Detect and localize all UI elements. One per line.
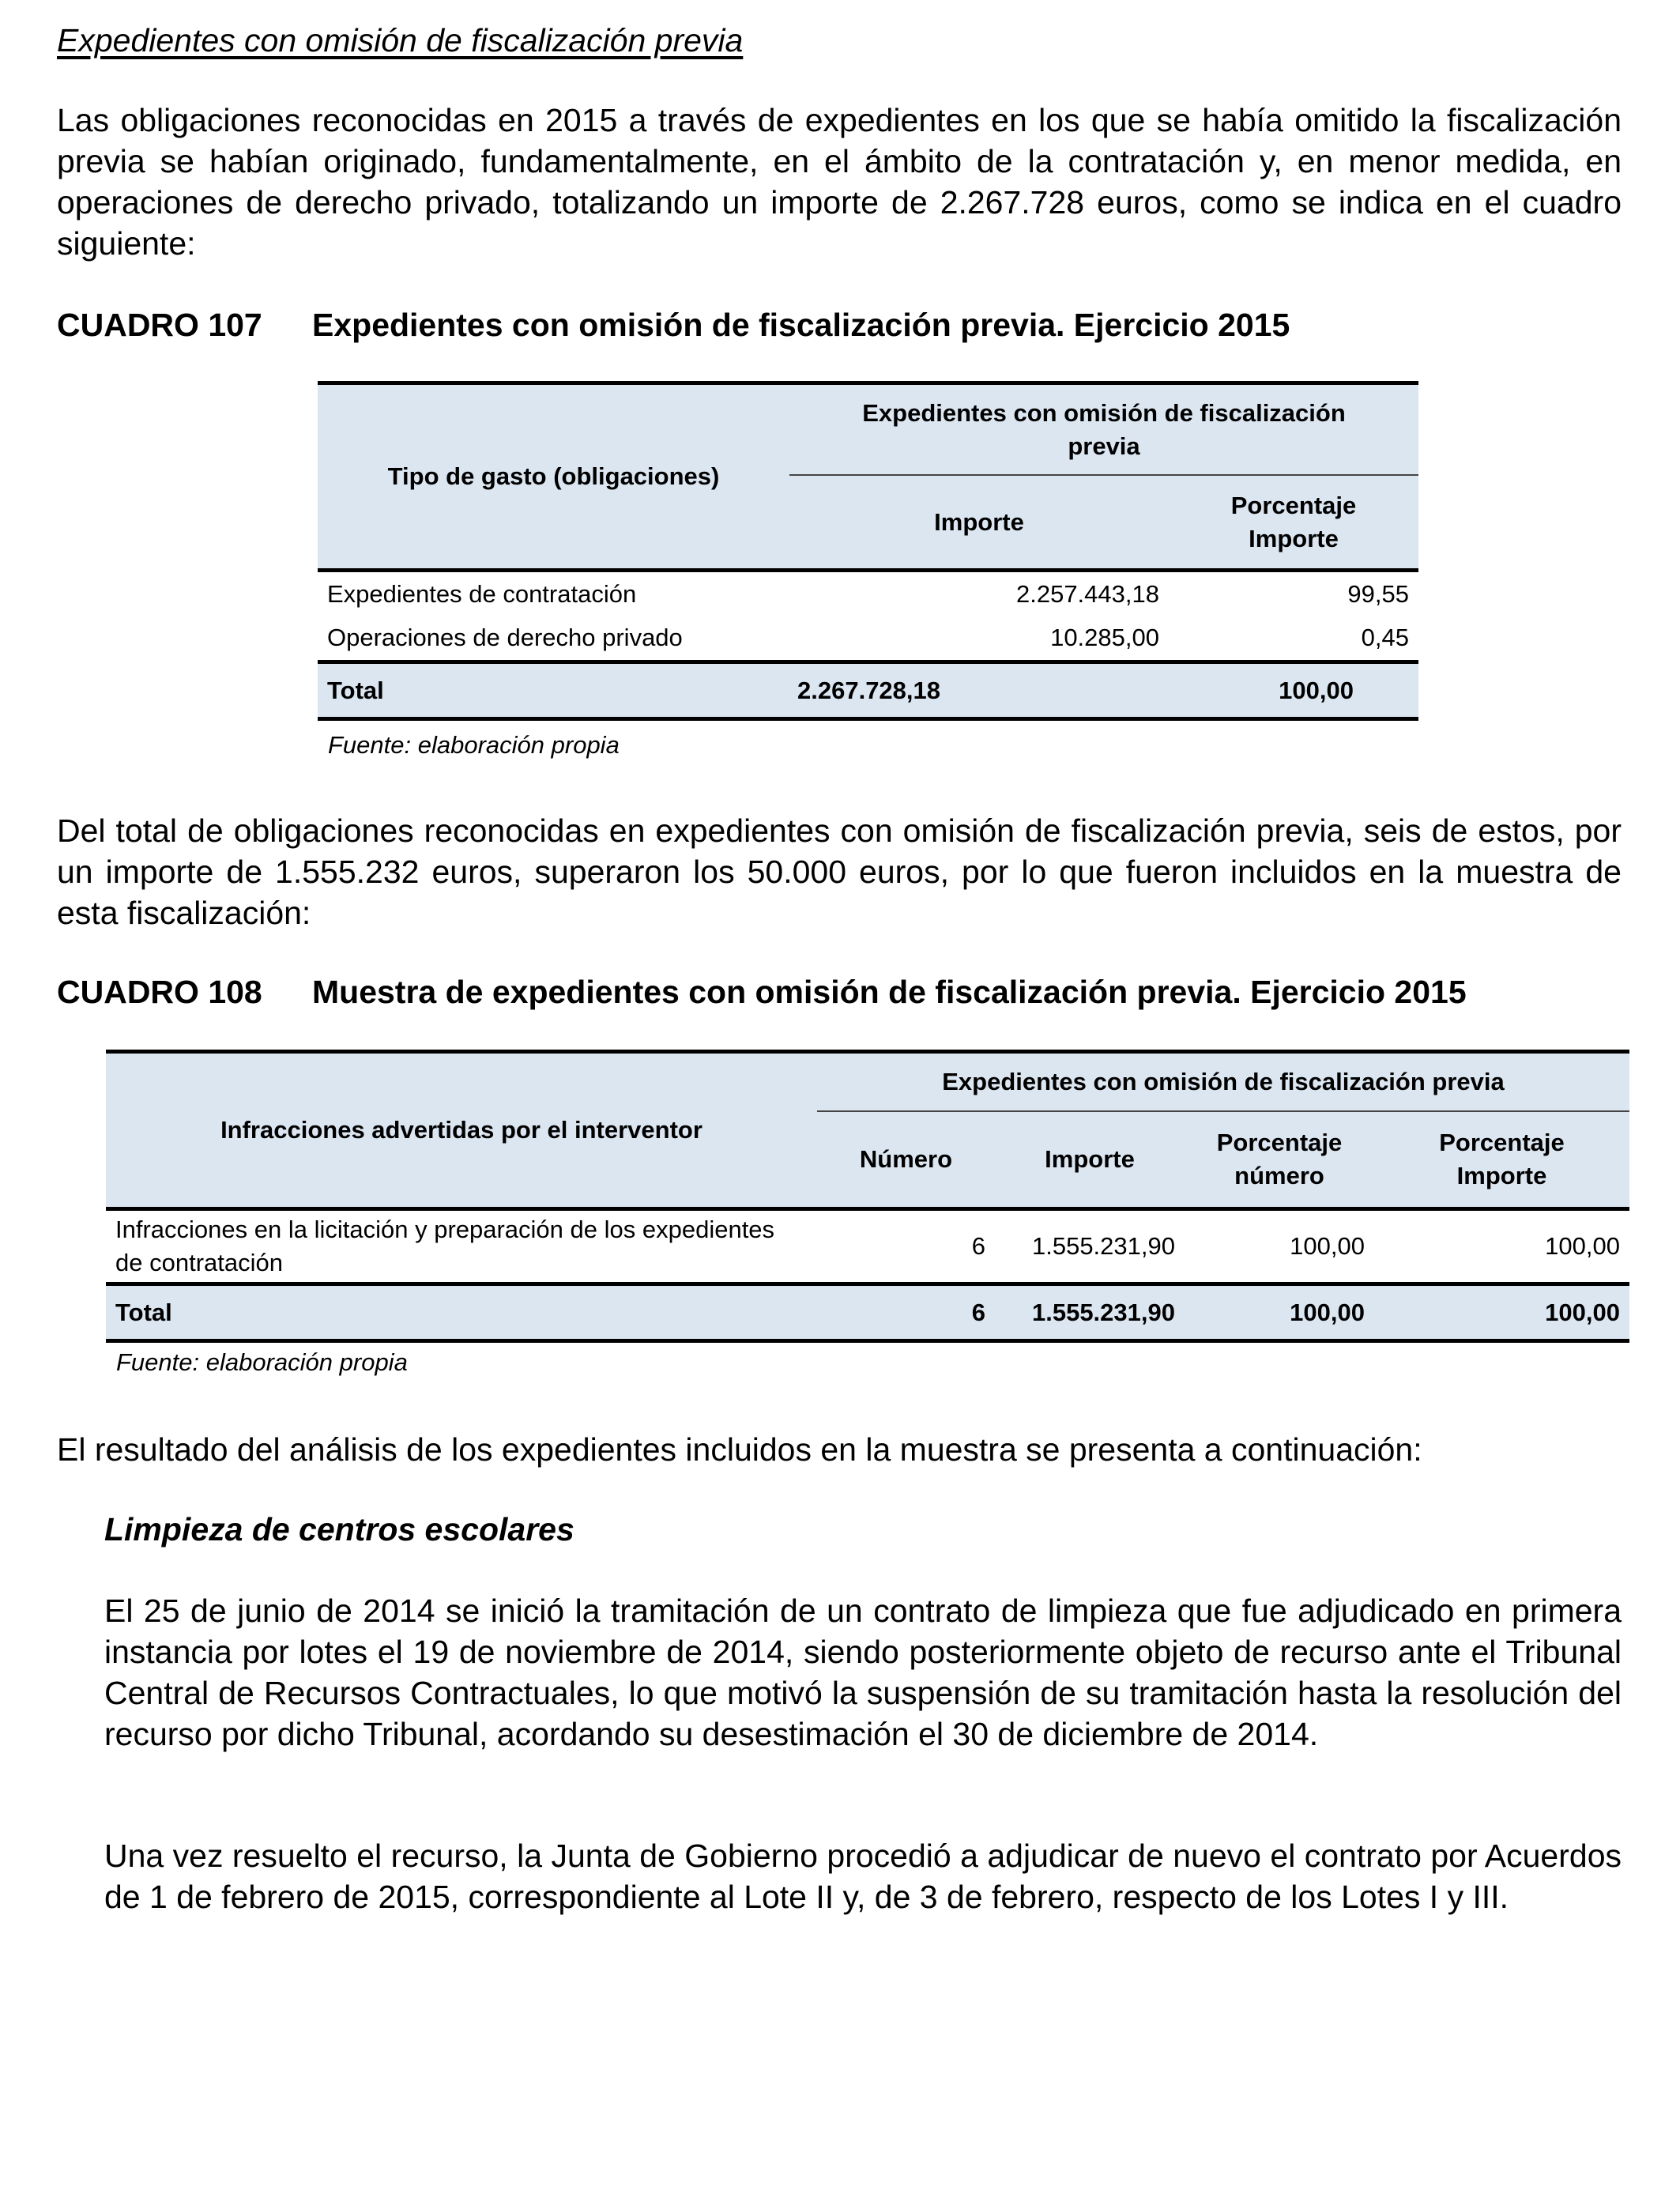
table-total-row	[318, 662, 1418, 719]
paragraph-limpieza-2: Una vez resuelto el recurso, la Junta de Gobierno procedió a adjudicar de nuevo el contrato por Acuerdos de 1 de febrero de 2015, correspondiente al Lote II y, de 3 de febrero, respecto de los Lotes I y III.	[104, 1838, 1622, 1915]
col-tipo-gasto: Tipo de gasto (obligaciones)	[387, 462, 720, 490]
total-pct-numero: 100,00	[1185, 1284, 1374, 1341]
col-group-expedientes: Expedientes con omisión de fiscalización previa	[817, 1052, 1629, 1112]
table-row	[106, 1209, 1629, 1284]
paragraph-limpieza-1: El 25 de junio de 2014 se inició la tramitación de un contrato de limpieza que fue adjudicado en primera instancia por lotes el 19 de noviembre de 2014, siendo posteriormente objeto de recurso ante el Tribunal Central de Recursos Contractuales, lo que motivó la suspensión de su tramitación hasta la resolución del recurso por dicho Tribunal, acordando su desestimación el 30 de diciembre de 2014.	[104, 1593, 1622, 1752]
col-numero: Número	[859, 1145, 953, 1173]
subheading-limpieza: Limpieza de centros escolares	[104, 1511, 574, 1547]
cuadro-108-title	[57, 974, 1467, 1011]
total-importe: 1.555.231,90	[995, 1284, 1185, 1341]
paragraph-intro: Las obligaciones reconocidas en 2015 a través de expedientes en los que se había omitido la fiscalización previa se habían originado, fundamentalmente, en el ámbito de la contratación y, en menor medida, en operaciones de derecho privado, totalizando un importe de 2.267.728 euros, como se indica en el cuadro siguiente:	[57, 102, 1622, 262]
cuadro-108-table	[106, 1050, 1629, 1343]
col-porcentaje-numero: Porcentaje número	[1216, 1129, 1343, 1189]
row-pct-importe: 100,00	[1545, 1232, 1620, 1260]
cuadro-108-caption: Muestra de expedientes con omisión de fiscalización previa. Ejercicio 2015	[312, 974, 1467, 1010]
col-group-expedientes: Expedientes con omisión de fiscalización previa	[789, 383, 1418, 476]
section-heading: Expedientes con omisión de fiscalización previa	[57, 22, 744, 58]
row-importe: 2.257.443,18	[1015, 579, 1159, 608]
col-importe: Importe	[934, 507, 1024, 536]
cuadro-108-number: CUADRO 108	[57, 974, 262, 1010]
table-total-row	[106, 1284, 1629, 1341]
cuadro-107-source: Fuente: elaboración propia	[328, 731, 620, 759]
row-label: Expedientes de contratación	[327, 579, 637, 608]
table-row	[318, 571, 1418, 616]
total-importe: 2.267.728,18	[789, 662, 1169, 719]
cuadro-107-number: CUADRO 107	[57, 307, 262, 343]
row-porcentaje: 99,55	[1347, 579, 1409, 608]
cuadro-107-caption: Expedientes con omisión de fiscalización previa. Ejercicio 2015	[312, 307, 1290, 343]
row-label: Operaciones de derecho privado	[327, 624, 683, 652]
row-pct-numero: 100,00	[1290, 1232, 1365, 1260]
cuadro-107-title	[57, 307, 1290, 344]
row-importe: 1.555.231,90	[1031, 1232, 1175, 1260]
col-importe: Importe	[1045, 1145, 1135, 1173]
row-label: Infracciones en la licitación y preparación de los expedientes de contratación	[115, 1216, 775, 1276]
total-label: Total	[106, 1284, 817, 1341]
col-porcentaje-importe: Porcentaje Importe	[1439, 1129, 1565, 1189]
col-infracciones: Infracciones advertidas por el interventor	[220, 1116, 703, 1144]
total-numero: 6	[817, 1284, 995, 1341]
row-porcentaje: 0,45	[1361, 624, 1409, 652]
total-label: Total	[318, 662, 789, 719]
table-row	[318, 616, 1418, 662]
paragraph-result: El resultado del análisis de los expedientes incluidos en la muestra se presenta a continuación:	[57, 1431, 1422, 1468]
cuadro-107-table	[318, 381, 1418, 721]
total-pct-importe: 100,00	[1374, 1284, 1629, 1341]
paragraph-sample: Del total de obligaciones reconocidas en expedientes con omisión de fiscalización previa, seis de estos, por un importe de 1.555.232 euros, superaron los 50.000 euros, por lo que fueron incluidos en la muestra de esta fiscalización:	[57, 812, 1622, 931]
total-porcentaje: 100,00	[1169, 662, 1363, 719]
row-numero: 6	[971, 1232, 985, 1260]
col-porcentaje-importe: Porcentaje Importe	[1230, 491, 1357, 552]
row-importe: 10.285,00	[1050, 624, 1159, 652]
cuadro-108-source: Fuente: elaboración propia	[116, 1348, 408, 1376]
